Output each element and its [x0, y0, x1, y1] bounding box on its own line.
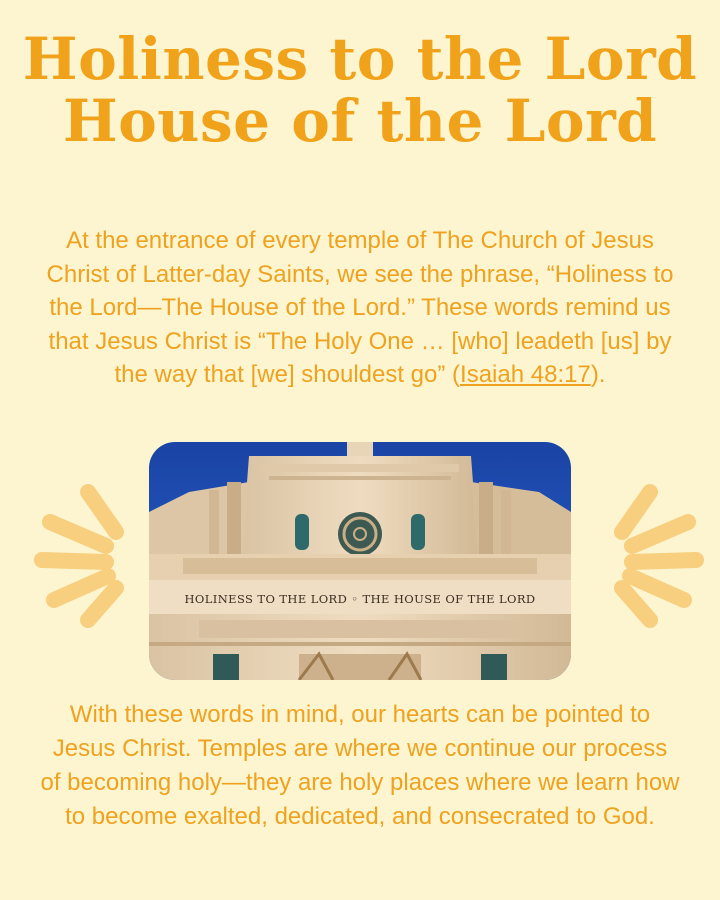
outro-paragraph: With these words in mind, our hearts can be pointed to Jesus Christ. Temples are where we continue our process of becoming holy—they are holy places where we learn how to become exalted, dedicated, and consecrated to God. [40, 701, 680, 830]
title-line-1: Holiness to the Lord [22, 25, 698, 93]
intro-text: At the entrance of every temple of The Church of Jesus Christ of Latter-day Saints, we see the phrase, “Holiness to the Lord—The House of the Lord.” These words remind us that Jesus Christ is “The Holy One … [who] leadeth [us] by the way that [we] shouldest go” ( [46, 227, 674, 388]
intro-paragraph [40, 224, 680, 392]
burst-right-icon [590, 470, 710, 640]
scripture-link[interactable]: Isaiah 48:17 [460, 361, 591, 388]
burst-left-icon [28, 470, 148, 640]
temple-photo [149, 442, 571, 680]
intro-text-end: ). [590, 361, 606, 388]
title-line-2: House of the Lord [62, 87, 658, 155]
temple-inscription: HOLINESS TO THE LORD ◦ THE HOUSE OF THE LORD [184, 592, 536, 606]
page-title [0, 25, 720, 155]
